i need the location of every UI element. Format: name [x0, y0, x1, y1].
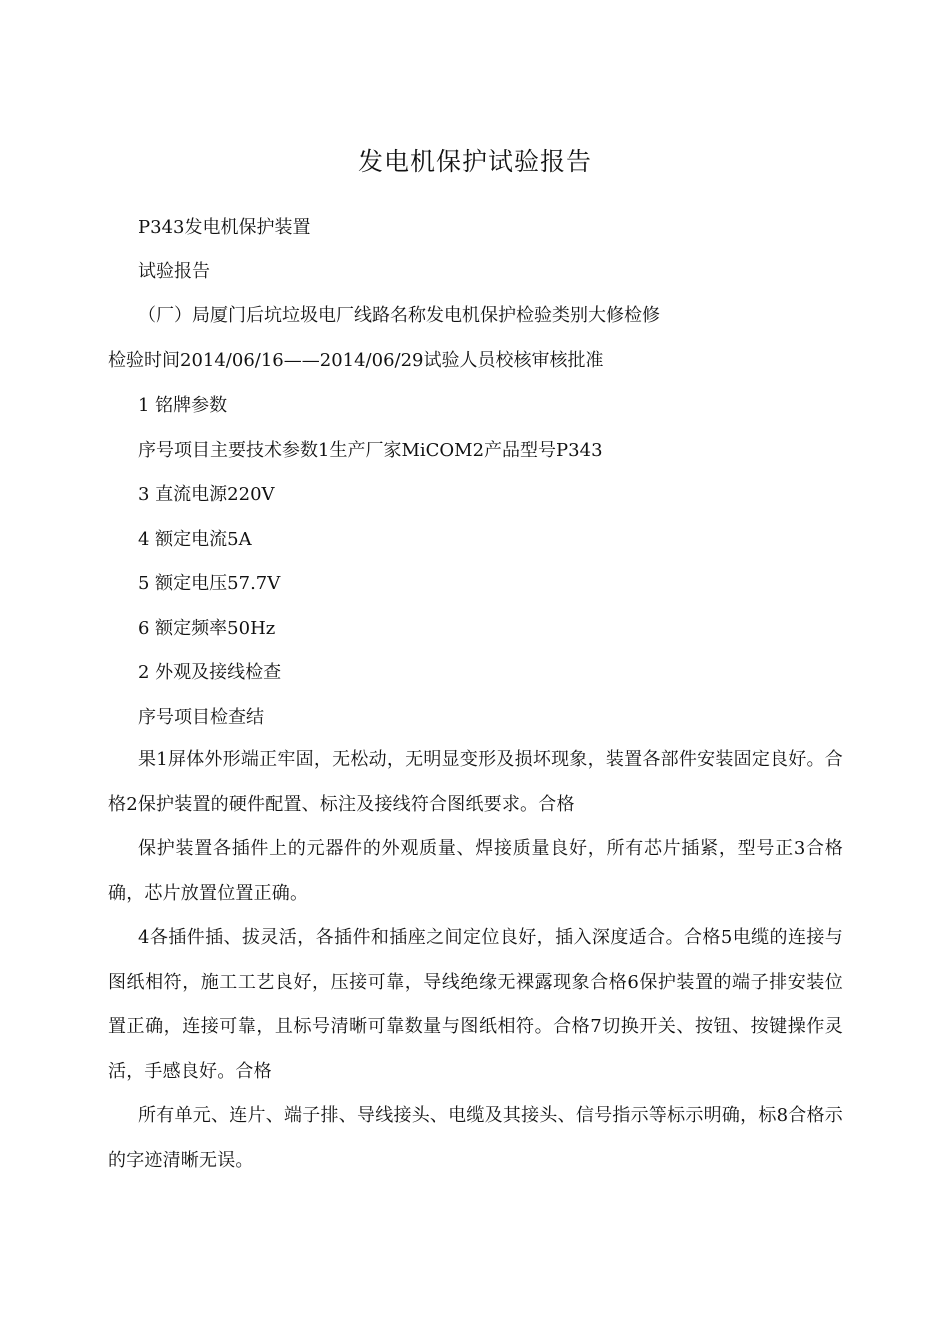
inspection-paragraph-1: 果1屏体外形端正牢固，无松动，无明显变形及损坏现象，装置各部件安装固定良好。合格2保护装置的硬件配置、标注及接线符合图纸要求。合格 — [108, 749, 843, 815]
rated-voltage-line: 5 额定电压57.7V — [138, 573, 281, 594]
rated-current-line: 4 额定电流5A — [138, 529, 252, 550]
test-time-line: 检验时间2014/06/16——2014/06/29试验人员校核审核批准 — [108, 350, 604, 371]
rated-frequency-line: 6 额定频率50Hz — [138, 618, 276, 639]
nameplate-table-line: 序号项目主要技术参数1生产厂家MiCOM2产品型号P343 — [138, 440, 603, 461]
device-name-line: P343发电机保护装置 — [138, 217, 311, 238]
inspection-paragraph-3: 4各插件插、拔灵活，各插件和插座之间定位良好，插入深度适合。合格5电缆的连接与图纸相符，施工工艺良好，压接可靠，导线绝缘无裸露现象合格6保护装置的端子排安装位置正确，连接可靠，且标号清晰可靠数量与图纸相符。合格7切换开关、按钮、按键操作灵活，手感良好。合格 — [108, 927, 843, 1082]
section-nameplate-heading: 1 铭牌参数 — [138, 395, 228, 416]
inspection-paragraph-4: 所有单元、连片、端子排、导线接头、电缆及其接头、信号指示等标示明确，标8合格示的字迹清晰无误。 — [108, 1105, 843, 1171]
dc-power-line: 3 直流电源220V — [138, 484, 275, 505]
report-title: 发电机保护试验报告 — [357, 147, 592, 176]
plant-info-line: （厂）局厦门后坑垃圾电厂线路名称发电机保护检验类别大修检修 — [138, 305, 660, 326]
inspection-table-header: 序号项目检查结 — [138, 707, 264, 728]
report-label-line: 试验报告 — [138, 261, 210, 282]
inspection-paragraph-2: 保护装置各插件上的元器件的外观质量、焊接质量良好，所有芯片插紧，型号正3合格确，芯片放置位置正确。 — [108, 838, 843, 904]
section-inspection-heading: 2 外观及接线检查 — [138, 662, 282, 683]
